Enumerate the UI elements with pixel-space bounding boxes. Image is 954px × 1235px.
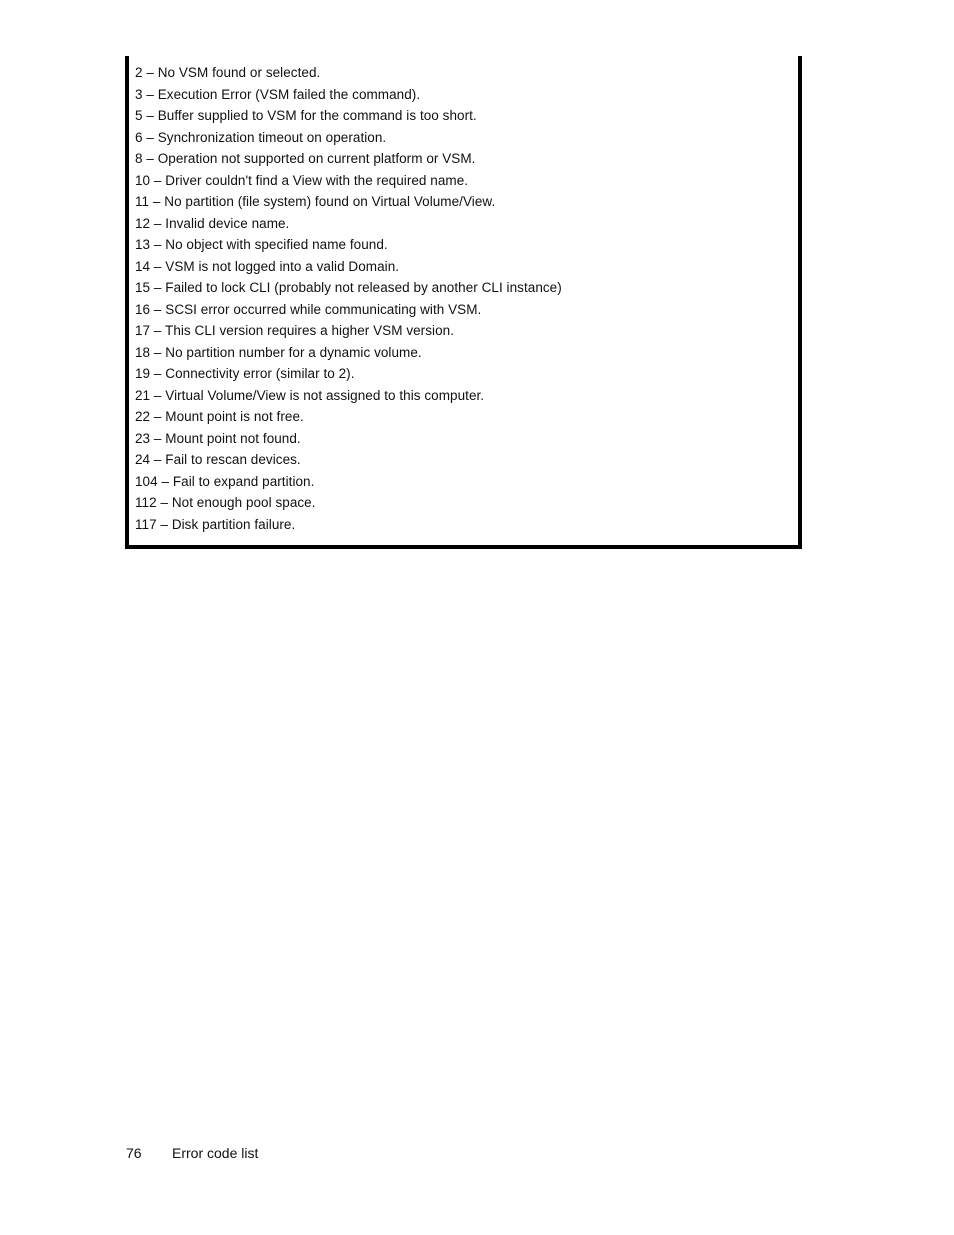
error-code-item: 112 – Not enough pool space. — [135, 495, 316, 510]
error-code-item: 8 – Operation not supported on current platform or VSM. — [135, 151, 476, 166]
error-code-item: 11 – No partition (file system) found on Virtual Volume/View. — [135, 194, 496, 209]
error-code-item: 5 – Buffer supplied to VSM for the command is too short. — [135, 108, 477, 123]
footer-section-title: Error code list — [172, 1145, 259, 1161]
error-code-item: 14 – VSM is not logged into a valid Domain. — [135, 258, 400, 274]
error-code-item: 24 – Fail to rescan devices. — [135, 452, 301, 467]
error-code-item: 104 – Fail to expand partition. — [135, 473, 315, 489]
error-code-list — [135, 62, 798, 535]
error-code-item: 2 – No VSM found or selected. — [135, 65, 321, 80]
error-code-item: 13 – No object with specified name found. — [135, 237, 388, 252]
error-code-item: 22 – Mount point is not free. — [135, 409, 304, 424]
error-code-item: 117 – Disk partition failure. — [135, 516, 296, 532]
error-code-item: 16 – SCSI error occurred while communicating with VSM. — [135, 301, 482, 317]
error-code-item: 21 – Virtual Volume/View is not assigned to this computer. — [135, 387, 485, 403]
page-number: 76 — [126, 1145, 142, 1161]
error-code-item: 3 – Execution Error (VSM failed the command). — [135, 86, 421, 102]
error-code-item: 15 – Failed to lock CLI (probably not released by another CLI instance) — [135, 280, 562, 295]
error-code-item: 18 – No partition number for a dynamic volume. — [135, 344, 422, 360]
error-code-box — [125, 56, 802, 549]
error-code-item: 19 – Connectivity error (similar to 2). — [135, 366, 355, 381]
error-code-item: 6 – Synchronization timeout on operation. — [135, 129, 387, 145]
error-code-item: 10 – Driver couldn't find a View with the required name. — [135, 172, 469, 188]
error-code-item: 17 – This CLI version requires a higher VSM version. — [135, 323, 454, 338]
error-code-item: 12 – Invalid device name. — [135, 215, 290, 231]
page-footer — [126, 1143, 258, 1163]
error-code-item: 23 – Mount point not found. — [135, 430, 301, 446]
